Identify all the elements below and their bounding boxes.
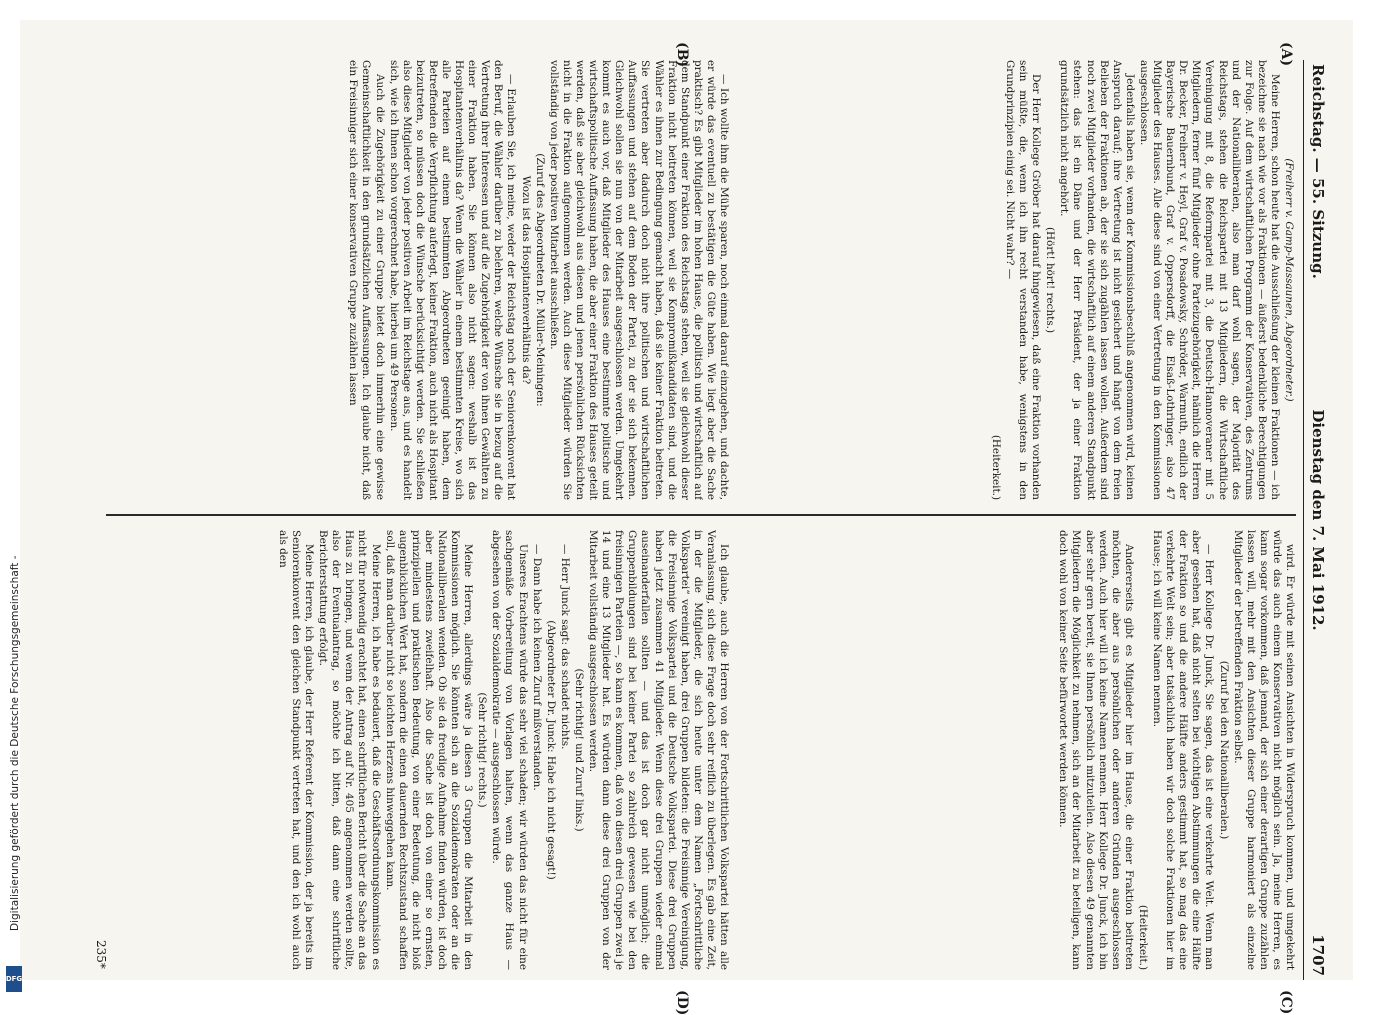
speaker-line: (Freiherr v. Gamp-Massaunen, Abgeordneter.) [1283,158,1295,402]
paragraph: — Herr Kollege Dr. Junck, Sie sagen, das ist eine verkehrte Welt. Wenn man aber gesehen hat, daß nicht selten bei wichtigen Abstimmungen die eine Hälfte der Fraktion so und die andere Hälfte anders gestimmt hat, so mag das eine verkehrte Welt sein; aber tatsächlich haben wir doch solche Fraktionen hier im Hause; ich will keine Namen nennen. [1151,530,1216,970]
paragraph: Ich glaube, auch die Herren von der Fortschrittlichen Volkspartei hätten alle Veranlassung, sich diese Frage doch sehr reiflich zu überlegen. Es gab eine Zeit, in der die Mitglieder, die sich heute unter dem Namen „Fortschrittliche Volkspartei“ vereinigt haben, drei Gruppen bildeten: die Freisinnige Vereinigung, die Freisinnige Volkspartei und die Deutsche Volkspartei. Diese drei Gruppen haben jetzt zusammen 41 Mitglieder. Wenn diese drei Gruppen wieder einmal auseinanderfallen sollten — und das ist doch gar nicht unmöglich; die Gruppenbildungen sind bei keiner Partei so zahlreich gewesen wie bei den freisinnigen Parteien —, so kann es kommen, daß von diesen drei Gruppen zwei je 14 und eine 13 Mitglieder hat. Es würden dann diese drei Gruppen von der Mitarbeit vollständig ausgeschlossen werden. [587,530,730,970]
paragraph: Andererseits gibt es Mitglieder hier im Hause, die einer Fraktion beitreten möchten, die aber aus persönlichen oder anderen Gründen ausgeschlossen werden. Auch hier will ich keine Namen nennen. Herr Kollege Dr. Junck, ich bin aber sehr gern bereit, sie Ihnen persönlich mitzuteilen. Also diesen 49 genannten Mitgliedern die Möglichkeit zu nehmen, sich an der Mitarbeit zu beteiligen, kann doch wohl von keiner Seite befürwortet werden können. [1057,530,1135,970]
paragraph: wird. Er würde mit seinen Ansichten in Widerspruch kommen, und umgekehrt würde das auch einem Konservativen nicht möglich sein. Ja, meine Herren, es kann sogar vorkommen, daß jemand, der sich einer derartigen Gruppe zuzählen lassen will, mehr mit den Ansichten dieser Gruppe harmoniert als einzelne Mitglieder der betreffenden Fraktion selbst. [1231,530,1296,970]
margin-marker-a: (A) [1278,42,1294,67]
interjection: (Hört! hört! rechts.) [1044,226,1057,334]
interjection: (Zuruf des Abgeordneten Dr. Müller-Meiningen: [533,153,546,407]
interjection: (Abgeordneter Dr. Junck: Habe ich nicht gesagt!) [544,620,557,880]
header-left: Reichstag. — 55. Sitzung. [1309,64,1327,279]
margin-marker-b: (B) [674,42,690,68]
paragraph: Jedenfalls haben sie, wenn der Kommissionsbeschluß angenommen wird, keinen Anspruch darauf; ihre Vertretung ist nicht gesichert und hängt von dem freien Belieben der Fraktionen ab, der sie sich zugählen lassen wollen. Außerdem sind noch zwei Mitglieder vorhanden, die wirtschaftlich auf einem anderen Standpunkt stehen: das ist ein Däne und der Herr Präsident, der ja einer Fraktion grundsätzlich nicht angehört. [1058,60,1136,500]
header-page-number: 1707 [1309,934,1327,976]
paragraph: — Herr Junck sagt: das schadet nichts. [558,544,571,750]
paragraph: Meine Herren, allerdings wäre ja diesen 3 Gruppen die Mitarbeit in den Kommissionen möglich. Sie könnten sich an die Sozialdemokraten oder an die Nationalliberalen wenden. Ob sie da freudige Aufnahme finden würden, ist doch aber mindestens zweifelhaft. Also die Sache ist doch von einer so ernsten, prinzipiellen und praktischen Bedeutung, von einer Bedeutung, die nicht bloß augenblicklichen Wert hat, sondern die einen dauernden Rechtszustand schaffen soll, daß man darüber nicht so leichten Herzens hinweggehen kann. [383,530,475,970]
paragraph: Unseres Erachtens würde das sehr viel schaden; wir würden das nicht für eine sachgemäße Vorbereitung von Vorlagen halten, wenn das ganze Haus — abgesehen von der Sozialdemokratie — ausgeschlossen würde. [490,530,529,970]
paragraph: Meine Herren, ich habe es bedauert, daß die Geschäftsordnungskommission es nicht für notwendig erachtet hat, einen schriftlichen Bericht über die Sache an das Haus zu bringen, und wenn der Antrag auf Nr. 405 angenommen werden sollte, also der Eventualantrag, so möchte ich bitten, daß dann eine schriftliche Berichterstattung erfolgt. [317,530,382,970]
interjection: (Sehr richtig! rechts.) [476,692,489,808]
scanned-page [20,20,1353,1015]
right-column-bottom [130,530,730,970]
footer-number: 235* [94,940,108,969]
right-column-top [736,530,1296,970]
paragraph: — Ich wollte ihm die Mühe sparen, noch einmal darauf einzugehen, und dachte, er würde das eventuell zu bestätigen die Güte haben. Wie liegt aber die Sache praktisch? Es gibt Mitglieder im hohen Hause, die politisch und wirtschaftlich auf dem Standpunkt einer Fraktion des Reichstags stehen, weil sie gleichwohl dieser Fraktion nicht beitreten können, weil sie Kompromißkandidaten sind, und die Wähler es ihnen zur Bedingung gemacht haben, daß sie keiner Fraktion beitreten. Sie vertreten aber dadurch doch nicht ihre politischen und wirtschaftlichen Auffassungen und stehen auf dem Boden der Partei, zu der sie sich bekennen. Gleichwohl sollen sie nun von der Mitarbeit ausgeschlossen werden. Umgekehrt kommt es auch vor, daß Mitglieder des Hauses eine bestimmte politische und wirtschaftspolitische Auffassung haben, die aber einer Fraktion des Hauses geteilt werden, daß sie aber gleichwohl aus diesen und jenen persönlichen Rücksichten nicht in die Fraktion aufgenommen werden. Auch diese Mitglieder würden Sie vollständig von jeder positiven Mitarbeit ausschließen. [547,60,730,500]
margin-marker-c: (C) [1278,990,1294,1015]
interjection: (Sehr richtig! und Zuruf links.) [572,668,585,832]
paragraph: Der Herr Kollege Gröber hat darauf hingewiesen, daß eine Fraktion vorhanden sein müßte, die, wenn ich ihn recht verstanden habe, wenigstens in den Grundprinzipien einig sei. Nicht wahr? — [1004,60,1043,500]
interjection-text: Wozu ist das Hospitantenverhältnis da? [519,175,532,385]
rotated-page-content [80,42,1330,1015]
page-header [1303,60,1330,980]
paragraph: Auch die Zugehörigkeit zu einer Gruppe bietet doch immerhin eine gewisse Gemeinschaftlichkeit in den grundsätzlichen Auffassungen. Ich glaube nicht, daß ein Freisinniger sich einer konservativen Gruppe zuzählen lassen [347,60,386,500]
paragraph: — Erlauben Sie, ich meine, weder der Reichstag noch der Seniorenkonvent hat den Beruf, die Wähler darüber zu belehren, welche Wünsche sie in bezug auf die Vertretung ihrer Interessen und auf die Zugehörigkeit der von ihnen Gewählten zu einer Fraktion haben. Sie können also nicht sagen: weshalb ist das Hospitantenverhältnis da? Wenn die Wähler in einem bestimmten Kreise, wo sich alle Parteien auf einem bestimmten Abgeordneten geeinigt haben, dem Betreffenden die Verpflichtung auferlegt, keiner Fraktion, auch nicht als Hospitant beizutreten, so müssen doch die Wünsche berücksichtigt werden. Sie schließen also diese Mitglieder von jeder positiven Arbeit im Reichstage aus, und es handelt sich, wie ich Ihnen schon vorgerechnet habe, hierbei um 49 Personen. [387,60,518,500]
left-column-top [736,60,1296,500]
column-divider [106,514,1296,516]
paragraph: — Dann habe ich keinen Zuruf mißverstanden. [530,544,543,791]
dfg-logo: DFG [6,966,22,992]
paragraph: Meine Herren, schon heute hat die Ausschließung der kleinen Fraktionen — ich bezeichne sie nach wie vor als Fraktionen — äußerst bedenkliche Berechtigungen zur Folge. Auf dem wirtschaftlichen Programm der Konservativen, des Zentrums und der Nationalliberalen, also man darf wohl sagen, der Majorität des Reichstags, stehen die Reichspartei mit 13 Mitgliedern, die Wirtschaftliche Vereinigung mit 8, die Reformpartei mit 3, die Deutsch-Hannoveraner mit 5 Mitgliedern, ferner fünf Mitglieder ohne Parteizugehörigkeit, nämlich die Herren Dr. Becker, Freiherr v. Heyl, Graf v. Posadowsky, Schröder, Warmuth, endlich der Bayerische Bauernbund, Graf v. Oppersdorff, die Elsaß-Lothringer, also 47 Mitglieder des Hauses. Alle diese sind von einer Vertretung in den Kommissionen ausgeschlossen. [1137,60,1281,500]
header-center: Dienstag den 7. Mai 1912. [1309,409,1327,631]
digitization-note: Digitalisierung gefördert durch die Deutsche Forschungsgemeinschaft - [9,555,21,931]
left-column-bottom [130,60,730,500]
interjection: (Zuruf bei den Nationalliberalen.) [1217,660,1230,840]
interjection: (Heiterkeit.) [989,434,1002,500]
margin-marker-d: (D) [674,990,690,1015]
paragraph: Meine Herren, ich glaube, der Herr Referent der Kommission, der ja bereits im Seniorenkonvent den gleichen Standpunkt vertreten hat, und den ich wohl auch als den [276,530,316,970]
interjection: (Heiterkeit.) [1136,904,1149,970]
